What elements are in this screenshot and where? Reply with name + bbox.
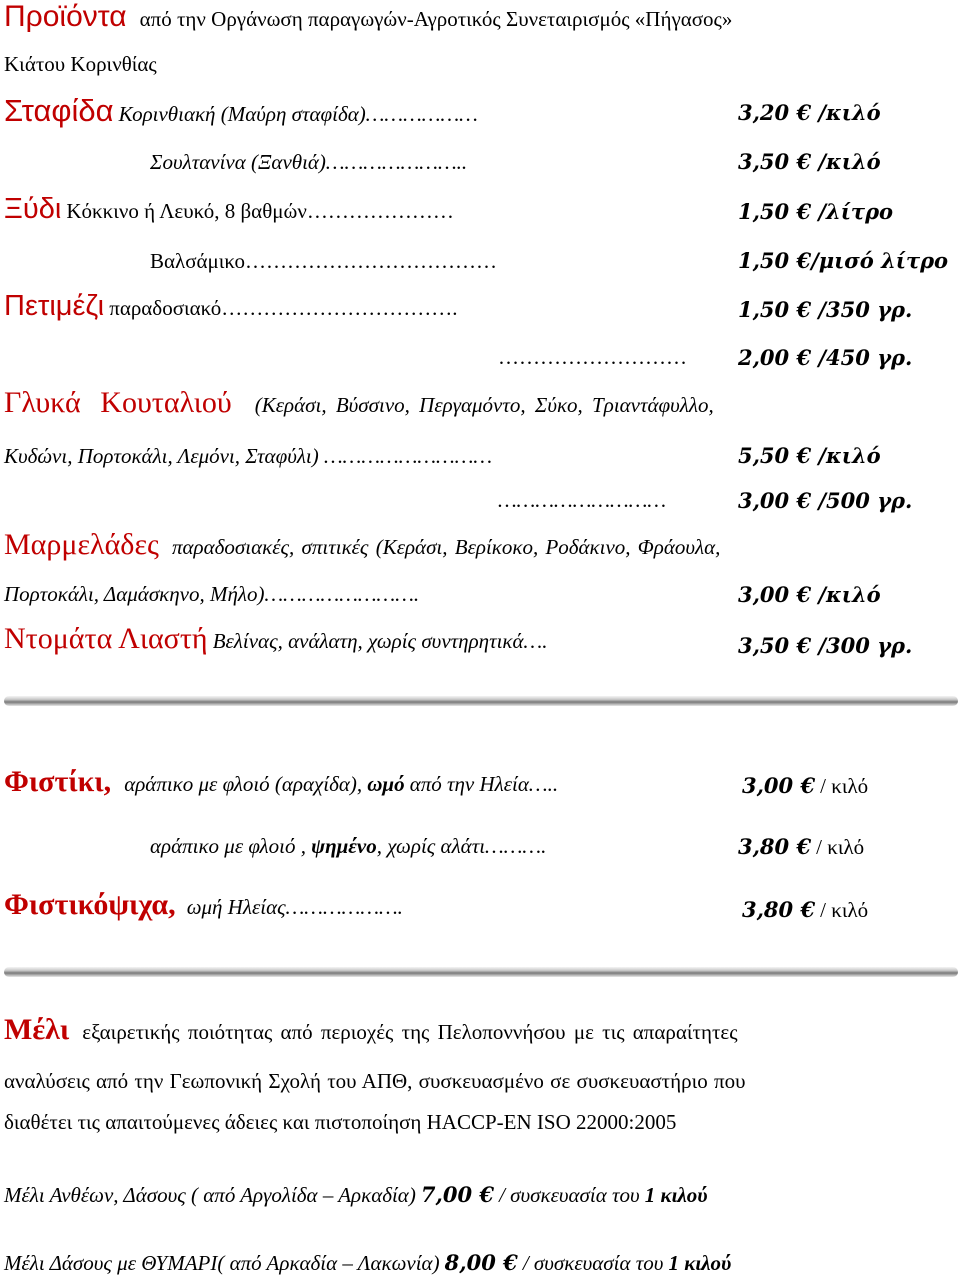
product-meli (4, 1013, 738, 1047)
product-item: ωμή Ηλείας………………. (186, 895, 403, 919)
price-value: 3,80 € (742, 897, 816, 922)
product-name: Φιστίκι, (4, 765, 112, 798)
product-price: 3,50 € /κιλό (738, 149, 881, 174)
product-price: 5,50 € /κιλό (738, 443, 881, 468)
price-unit: / κιλό (820, 774, 869, 798)
honey-item-unit: / συσκευασία του (522, 1251, 664, 1275)
product-item-emph: ψημένο (311, 834, 377, 858)
honey-item-price: 7,00 € (420, 1182, 494, 1207)
product-price: 2,00 € /450 γρ. (738, 345, 913, 370)
section-divider (4, 967, 958, 977)
product-price (738, 834, 864, 860)
product-name: Φιστικόψιχα, (4, 888, 176, 921)
product-item: αράπικο με φλοιό (αραχίδα), (124, 772, 363, 796)
price-value: 3,00 € (742, 773, 816, 798)
honey-desc: αναλύσεις από την Γεωπονική Σχολή του ΑΠΘ, συσκευασμένο σε συσκευαστήριο που (4, 1069, 746, 1093)
honey-item-qty: 1 κιλού (644, 1183, 708, 1207)
page-subtitle-2: Κιάτου Κορινθίας (4, 52, 157, 76)
price-unit: / κιλό (816, 835, 865, 859)
product-name: Ξύδι (4, 193, 62, 225)
product-name: Γλυκά Κουταλιού (4, 386, 232, 419)
product-glyka (4, 386, 714, 420)
product-name: Σταφίδα (4, 93, 114, 128)
product-item: από την Ηλεία….. (409, 772, 559, 796)
product-name: Ντομάτα Λιαστή (4, 622, 208, 655)
honey-desc: εξαιρετικής ποιότητας από περιοχές της Πελοποννήσου με τις απαραίτητες (82, 1020, 738, 1044)
product-item: ……………………… (498, 345, 687, 369)
page-title: Προϊόντα (4, 0, 127, 33)
product-item: Σουλτανίνα (Ξανθιά)………………….. (150, 150, 468, 174)
honey-item-name: Μέλι Δάσους με ΘΥΜΑΡΙ( από Αρκαδία – Λακωνία) (4, 1251, 440, 1275)
product-desc: Πορτοκάλι, Δαμάσκηνο, Μήλο)……………………. (4, 582, 420, 606)
product-marmelades (4, 528, 720, 562)
product-price: 3,00 € /κιλό (738, 582, 881, 607)
product-price (742, 897, 868, 923)
product-price: 3,20 € /κιλό (738, 100, 881, 125)
honey-desc: διαθέτει τις απαιτούμενες άδειες και πιστοποίηση HACCP-EN ISO 22000:2005 (4, 1110, 677, 1134)
product-item: Κόκκινο ή Λευκό, 8 βαθμών………………… (66, 199, 454, 223)
product-name: Μαρμελάδες (4, 528, 159, 561)
product-ntomata (4, 622, 547, 656)
honey-item-unit: / συσκευασία του (499, 1183, 640, 1207)
product-item: Κορινθιακή (Μαύρη σταφίδα)……………… (118, 102, 478, 126)
product-price: 3,00 € /500 γρ. (738, 488, 913, 513)
product-price: 3,50 € /300 γρ. (738, 633, 913, 658)
honey-item (4, 1182, 708, 1208)
product-petimezi (4, 290, 458, 323)
product-fistikopsixa (4, 888, 403, 922)
honey-item-price: 8,00 € (444, 1250, 518, 1275)
product-item: , χωρίς αλάτι………. (376, 834, 547, 858)
price-unit: / κιλό (820, 898, 869, 922)
product-price (742, 773, 868, 799)
product-price: 1,50 € /350 γρ. (738, 297, 913, 322)
page-subtitle: από την Οργάνωση παραγωγών-Αγροτικός Συνεταιρισμός «Πήγασος» (139, 7, 733, 31)
product-item: ……………………… (498, 488, 667, 512)
product-desc: Κυδώνι, Πορτοκάλι, Λεμόνι, Σταφύλι) ……………………… (4, 444, 493, 468)
product-stafida (4, 93, 478, 129)
honey-item (4, 1250, 731, 1276)
product-xydi (4, 193, 454, 226)
product-item: Βαλσάμικο……………………………… (150, 249, 498, 273)
product-price: 1,50 €/μισό λίτρο (738, 248, 949, 273)
product-item: παραδοσιακό……………………………. (109, 296, 458, 320)
honey-item-qty: 1 κιλού (668, 1251, 732, 1275)
product-item-row (150, 834, 546, 859)
product-name: Μέλι (4, 1013, 70, 1046)
product-item: αράπικο με φλοιό , (150, 834, 306, 858)
section-divider (4, 696, 958, 706)
price-value: 3,80 € (738, 834, 812, 859)
product-desc: Βελίνας, ανάλατη, χωρίς συντηρητικά…. (212, 629, 548, 653)
product-desc: (Κεράσι, Βύσσινο, Περγαμόντο, Σύκο, Τριαντάφυλλο, (254, 393, 714, 417)
honey-item-name: Μέλι Ανθέων, Δάσους ( από Αργολίδα – Αρκαδία) (4, 1183, 416, 1207)
page-header (4, 0, 732, 34)
product-fistiki (4, 765, 558, 799)
product-desc: παραδοσιακές, σπιτικές (Κεράσι, Βερίκοκο, Ροδάκινο, Φράουλα, (172, 535, 721, 559)
product-name: Πετιμέζι (4, 290, 105, 322)
product-item-emph: ωμό (367, 772, 405, 796)
product-price: 1,50 € /λίτρο (738, 199, 894, 224)
